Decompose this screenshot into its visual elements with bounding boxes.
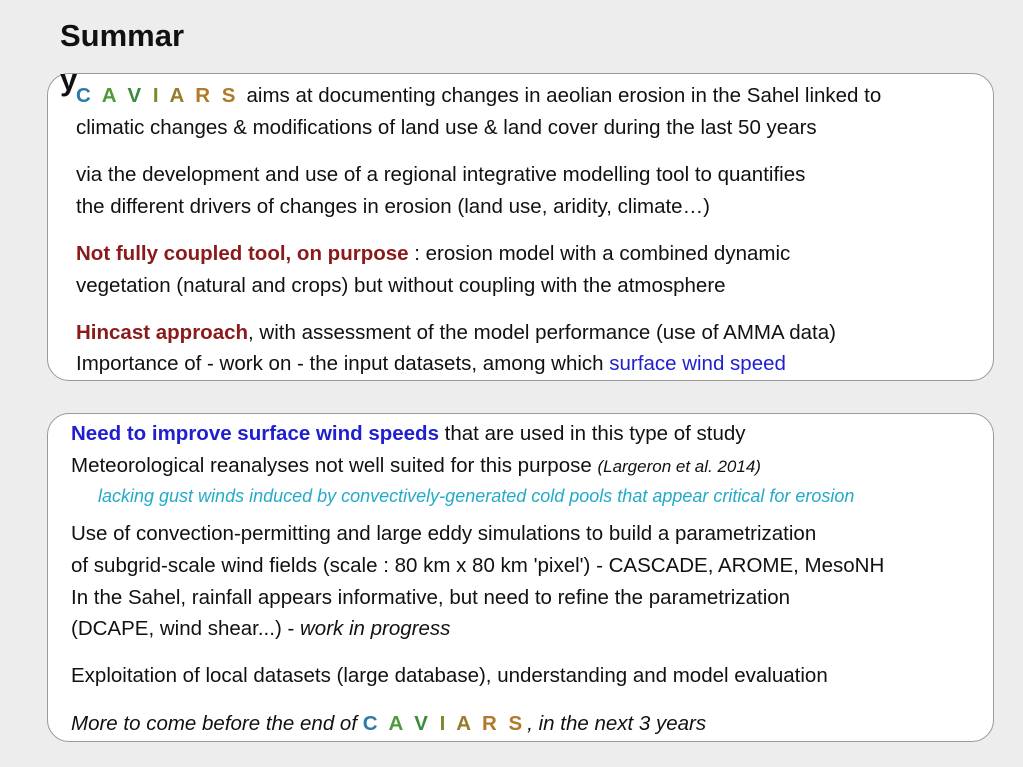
panel2-line-7: (DCAPE, wind shear...) - work in progress xyxy=(71,617,451,640)
panel1-line-7: Hincast approach, with assessment of the model performance (use of AMMA data) xyxy=(76,321,836,344)
panel2-line-1: Need to improve surface wind speeds that are used in this type of study xyxy=(71,422,746,445)
panel1-line-6: vegetation (natural and crops) but without coupling with the atmosphere xyxy=(76,274,726,297)
page-title: Summary xyxy=(60,18,185,97)
caviars-logo: C A V I A R S xyxy=(76,84,239,107)
panel1-line-5: Not fully coupled tool, on purpose : erosion model with a combined dynamic xyxy=(76,242,791,265)
panel2-line-9: More to come before the end of C A V I A R S, in the next 3 years xyxy=(71,712,707,735)
not-coupled-heading: Not fully coupled tool, on purpose xyxy=(76,242,409,265)
citation: (Largeron et al. 2014) xyxy=(597,457,761,476)
panel1-line-2: climatic changes & modifications of land use & land cover during the last 50 years xyxy=(76,116,817,139)
panel2-line-2: Meteorological reanalyses not well suited for this purpose (Largeron et al. 2014) xyxy=(71,454,761,477)
panel2-line-5: of subgrid-scale wind fields (scale : 80 km x 80 km 'pixel') - CASCADE, AROME, MesoNH xyxy=(71,554,885,577)
panel2-line-4: Use of convection-permitting and large eddy simulations to build a parametrization xyxy=(71,522,817,545)
need-improve-heading: Need to improve surface wind speeds xyxy=(71,422,439,445)
summary-panel xyxy=(47,73,994,381)
wind-speed-panel xyxy=(47,413,994,742)
panel1-line-8: Importance of - work on - the input datasets, among which surface wind speed xyxy=(76,352,786,375)
panel1-line-4: the different drivers of changes in erosion (land use, aridity, climate…) xyxy=(76,195,710,218)
panel1-line-1: C A V I A R S aims at documenting changes in aeolian erosion in the Sahel linked to xyxy=(76,84,882,107)
panel1-line-3: via the development and use of a regional integrative modelling tool to quantifies xyxy=(76,163,806,186)
surface-wind-speed-highlight: surface wind speed xyxy=(609,352,786,375)
panel2-line-8: Exploitation of local datasets (large database), understanding and model evaluation xyxy=(71,664,828,687)
panel2-line-6: In the Sahel, rainfall appears informative, but need to refine the parametrization xyxy=(71,586,791,609)
panel2-line-3: lacking gust winds induced by convectively-generated cold pools that appear critical for erosion xyxy=(98,486,855,506)
hincast-heading: Hincast approach xyxy=(76,321,249,344)
caviars-logo-inline: C A V I A R S xyxy=(362,712,526,735)
